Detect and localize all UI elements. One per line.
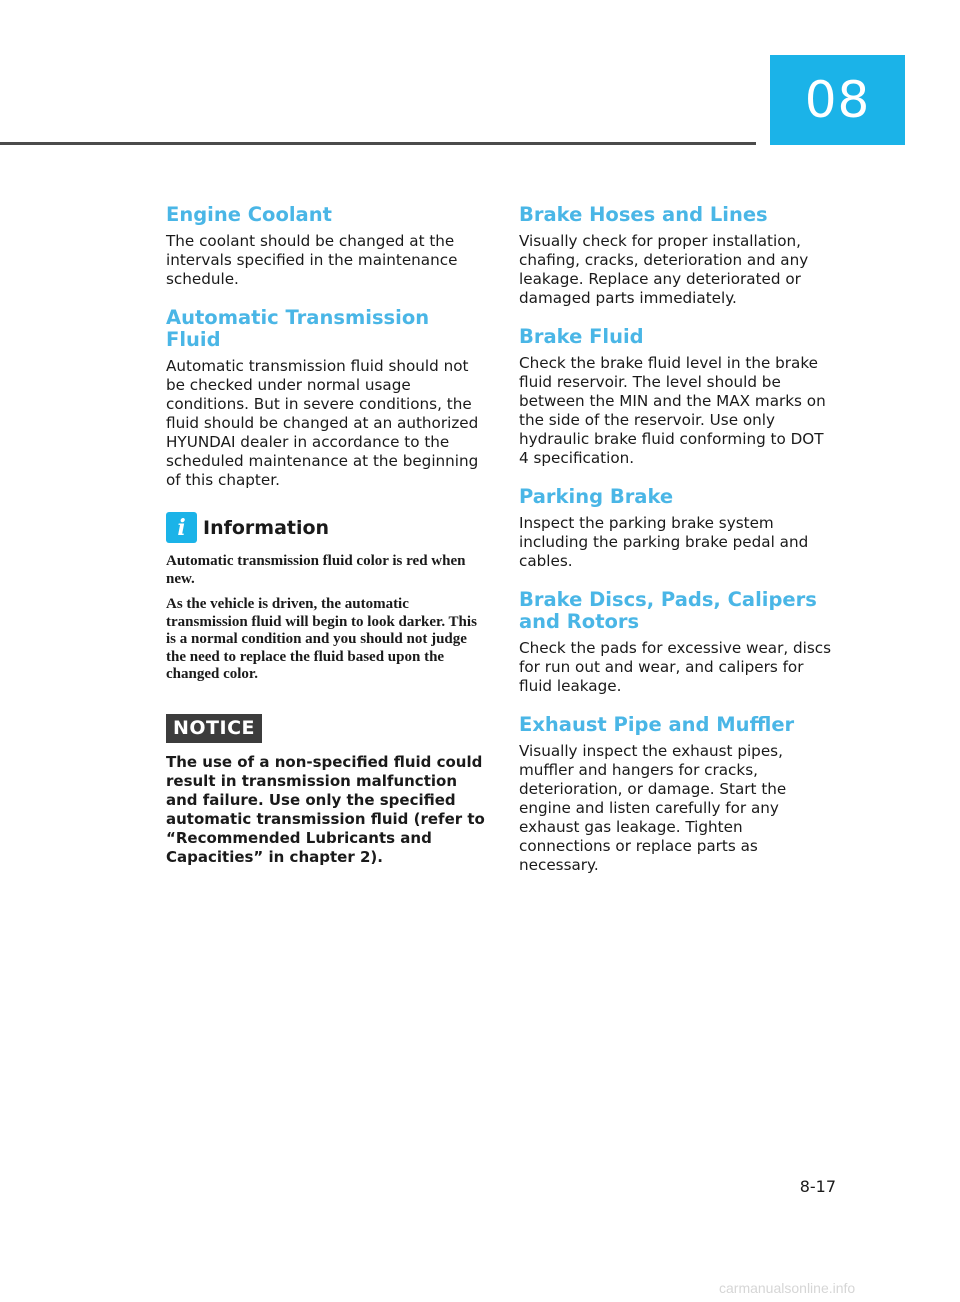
- information-icon: i: [166, 512, 197, 543]
- chapter-tab: 08: [770, 55, 905, 145]
- engine-coolant-text: The coolant should be changed at the intervals specified in the maintenance schedule.: [166, 232, 458, 288]
- header-rule: [0, 142, 756, 145]
- atf-text: Automatic transmission fluid should not be checked under normal usage conditions. But in severe conditions, the fluid should be changed at an authorized HYUNDAI dealer in accordance to the scheduled maintenance at the beginning of this chapter.: [166, 357, 479, 489]
- notice-badge: NOTICE: [166, 714, 262, 743]
- information-text-1: Automatic transmission fluid color is red when new.: [166, 553, 466, 587]
- information-text-2: As the vehicle is driven, the automatic transmission fluid will begin to look darker. This is a normal condition and you should not judge the need to replace the fluid based upon the changed color.: [166, 596, 477, 682]
- parking-brake-heading: Parking Brake: [519, 485, 674, 508]
- brake-fluid-text: Check the brake fluid level in the brake fluid reservoir. The level should be between the MIN and the MAX marks on the side of the reservoir. Use only hydraulic brake fluid conforming to DOT 4 specification.: [519, 354, 826, 467]
- engine-coolant-heading: Engine Coolant: [166, 203, 332, 226]
- information-title: Information: [203, 516, 330, 539]
- parking-brake-text: Inspect the parking brake system including the parking brake pedal and cables.: [519, 514, 809, 570]
- brake-discs-text: Check the pads for excessive wear, discs for run out and wear, and calipers for fluid leakage.: [519, 639, 832, 695]
- atf-heading: Automatic Transmission Fluid: [166, 306, 430, 351]
- brake-hoses-heading: Brake Hoses and Lines: [519, 203, 768, 226]
- exhaust-text: Visually inspect the exhaust pipes, muffler and hangers for cracks, deterioration, or damage. Start the engine and listen carefully for any exhaust gas leakage. Tighten connections or replace parts as necessary.: [519, 742, 787, 874]
- brake-discs-heading: Brake Discs, Pads, Calipers and Rotors: [519, 588, 817, 633]
- information-header: [166, 512, 486, 543]
- exhaust-heading: Exhaust Pipe and Muffler: [519, 713, 795, 736]
- page-number: 8-17: [799, 1177, 836, 1196]
- right-column: [519, 204, 837, 893]
- left-column: [166, 204, 486, 867]
- notice-text: The use of a non-specified fluid could result in transmission malfunction and failure. Use only the specified automatic transmission fluid (refer to “Recommended Lubricants and Capacities” in chapter 2).: [166, 752, 485, 866]
- brake-hoses-text: Visually check for proper installation, chafing, cracks, deterioration and any leakage. Replace any deteriorated or damaged parts immediately.: [519, 232, 809, 307]
- brake-fluid-heading: Brake Fluid: [519, 325, 644, 348]
- watermark: carmanualsonline.info: [719, 1280, 856, 1296]
